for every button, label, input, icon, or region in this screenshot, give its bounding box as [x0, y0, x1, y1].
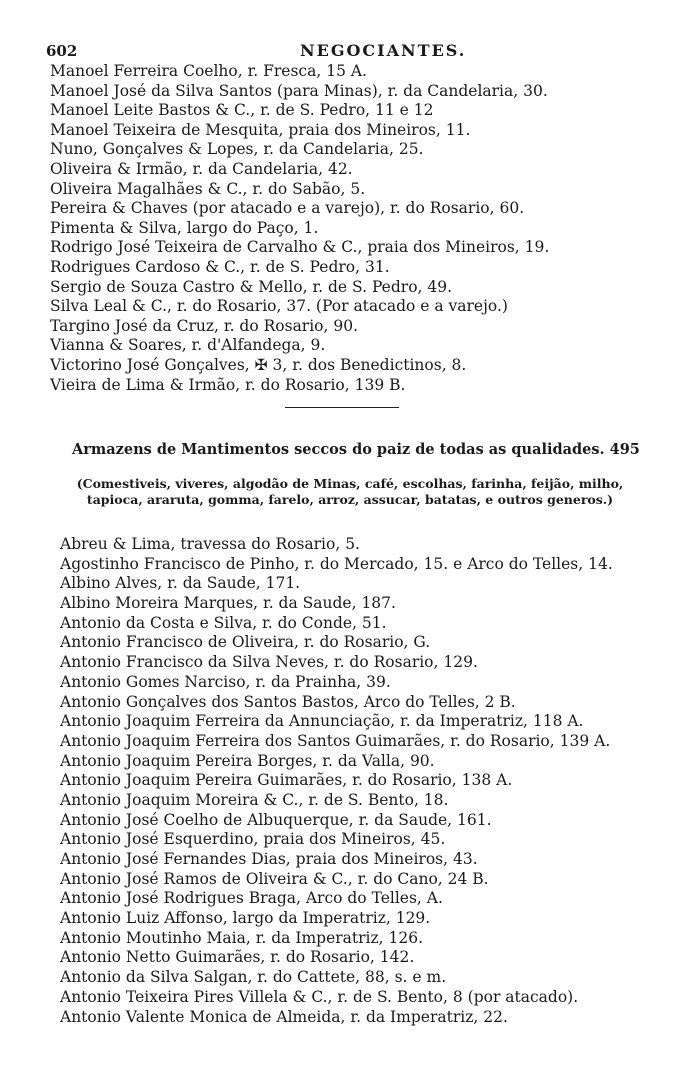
list-item: Antonio Moutinho Maia, r. da Imperatriz, 126. — [60, 928, 424, 947]
list-item: Albino Moreira Marques, r. da Saude, 187. — [60, 594, 396, 613]
list-item: Manoel José da Silva Santos (para Minas), r. da Candelaria, 30. — [50, 81, 548, 100]
list-item: Oliveira Magalhães & C., r. do Sabão, 5. — [50, 179, 366, 198]
list-item: Antonio Gonçalves dos Santos Bastos, Arco do Telles, 2 B. — [60, 692, 516, 711]
list-item: Pimenta & Silva, largo do Paço, 1. — [50, 218, 319, 237]
list-item: Rodrigues Cardoso & C., r. de S. Pedro, 31. — [50, 257, 390, 276]
list-item: Antonio José Coelho de Albuquerque, r. da Saude, 161. — [60, 810, 492, 829]
list-item: Manoel Teixeira de Mesquita, praia dos Mineiros, 11. — [50, 120, 471, 139]
list-item: Antonio José Ramos de Oliveira & C., r. do Cano, 24 B. — [60, 869, 489, 888]
section-title: Armazens de Mantimentos seccos do paiz de todas as qualidades. 495 — [72, 441, 640, 458]
list-item: Antonio da Silva Salgan, r. do Cattete, 88, s. e m. — [60, 968, 447, 987]
list-item: Rodrigo José Teixeira de Carvalho & C., praia dos Mineiros, 19. — [50, 238, 550, 257]
list-item: Sergio de Souza Castro & Mello, r. de S. Pedro, 49. — [50, 277, 453, 296]
list-item: Silva Leal & C., r. do Rosario, 37. (Por atacado e a varejo.) — [50, 297, 508, 316]
list-item: Agostinho Francisco de Pinho, r. do Mercado, 15. e Arco do Telles, 14. — [60, 554, 613, 573]
list-item: Antonio Teixeira Pires Villela & C., r. de S. Bento, 8 (por atacado). — [60, 987, 579, 1006]
page-title: NEGOCIANTES. — [300, 41, 467, 60]
list-item: Antonio Netto Guimarães, r. do Rosario, 142. — [60, 948, 415, 967]
list-item: Manoel Ferreira Coelho, r. Fresca, 15 A. — [50, 62, 367, 80]
list-item: Antonio Joaquim Pereira Guimarães, r. do Rosario, 138 A. — [60, 771, 513, 790]
list-item: Vianna & Soares, r. d'Alfandega, 9. — [50, 336, 326, 355]
section-description: (Comestiveis, viveres, algodão de Minas, café, escolhas, farinha, feijão, milho, tapioca, araruta, gomma, farelo, arroz, assucar, batatas, e outros generos.) — [76, 476, 624, 507]
list-item: Antonio Joaquim Moreira & C., r. de S. Bento, 18. — [60, 790, 449, 809]
list-item: Pereira & Chaves (por atacado e a varejo), r. do Rosario, 60. — [50, 199, 525, 218]
list-item: Oliveira & Irmão, r. da Candelaria, 42. — [50, 159, 353, 178]
list-item: Antonio Joaquim Ferreira dos Santos Guimarães, r. do Rosario, 139 A. — [60, 731, 611, 750]
list-item: Antonio José Esquerdino, praia dos Mineiros, 45. — [60, 830, 446, 849]
list-item: Antonio Joaquim Ferreira da Annunciação, r. da Imperatriz, 118 A. — [60, 712, 584, 731]
list-item: Antonio Luiz Affonso, largo da Imperatriz, 129. — [60, 909, 431, 928]
list-item: Antonio José Rodrigues Braga, Arco do Telles, A. — [60, 889, 443, 908]
list-item: Antonio Francisco da Silva Neves, r. do Rosario, 129. — [60, 653, 478, 672]
list-item: Antonio Francisco de Oliveira, r. do Rosario, G. — [60, 633, 431, 652]
list-item: Targino José da Cruz, r. do Rosario, 90. — [50, 316, 359, 335]
list-item: Antonio José Fernandes Dias, praia dos Mineiros, 43. — [60, 850, 478, 868]
list-item: Nuno, Gonçalves & Lopes, r. da Candelaria, 25. — [50, 140, 424, 159]
provisions-merchant-list — [60, 535, 675, 1027]
list-item: Albino Alves, r. da Saude, 171. — [60, 574, 301, 593]
merchant-list-continued — [50, 62, 670, 395]
list-item: Victorino José Gonçalves, ✠ 3, r. dos Benedictinos, 8. — [50, 355, 467, 374]
list-item: Abreu & Lima, travessa do Rosario, 5. — [60, 535, 360, 553]
list-item: Manoel Leite Bastos & C., r. de S. Pedro, 11 e 12 — [50, 101, 434, 120]
list-item: Antonio Joaquim Pereira Borges, r. da Valla, 90. — [60, 751, 435, 770]
section-divider — [285, 407, 399, 408]
list-item: Antonio da Costa e Silva, r. do Conde, 51. — [60, 613, 387, 632]
page-number: 602 — [46, 42, 78, 60]
list-item: Antonio Valente Monica de Almeida, r. da Imperatriz, 22. — [60, 1007, 508, 1026]
page-header — [46, 40, 646, 62]
list-item: Vieira de Lima & Irmão, r. do Rosario, 139 B. — [50, 375, 406, 394]
list-item: Antonio Gomes Narciso, r. da Prainha, 39. — [60, 672, 391, 691]
